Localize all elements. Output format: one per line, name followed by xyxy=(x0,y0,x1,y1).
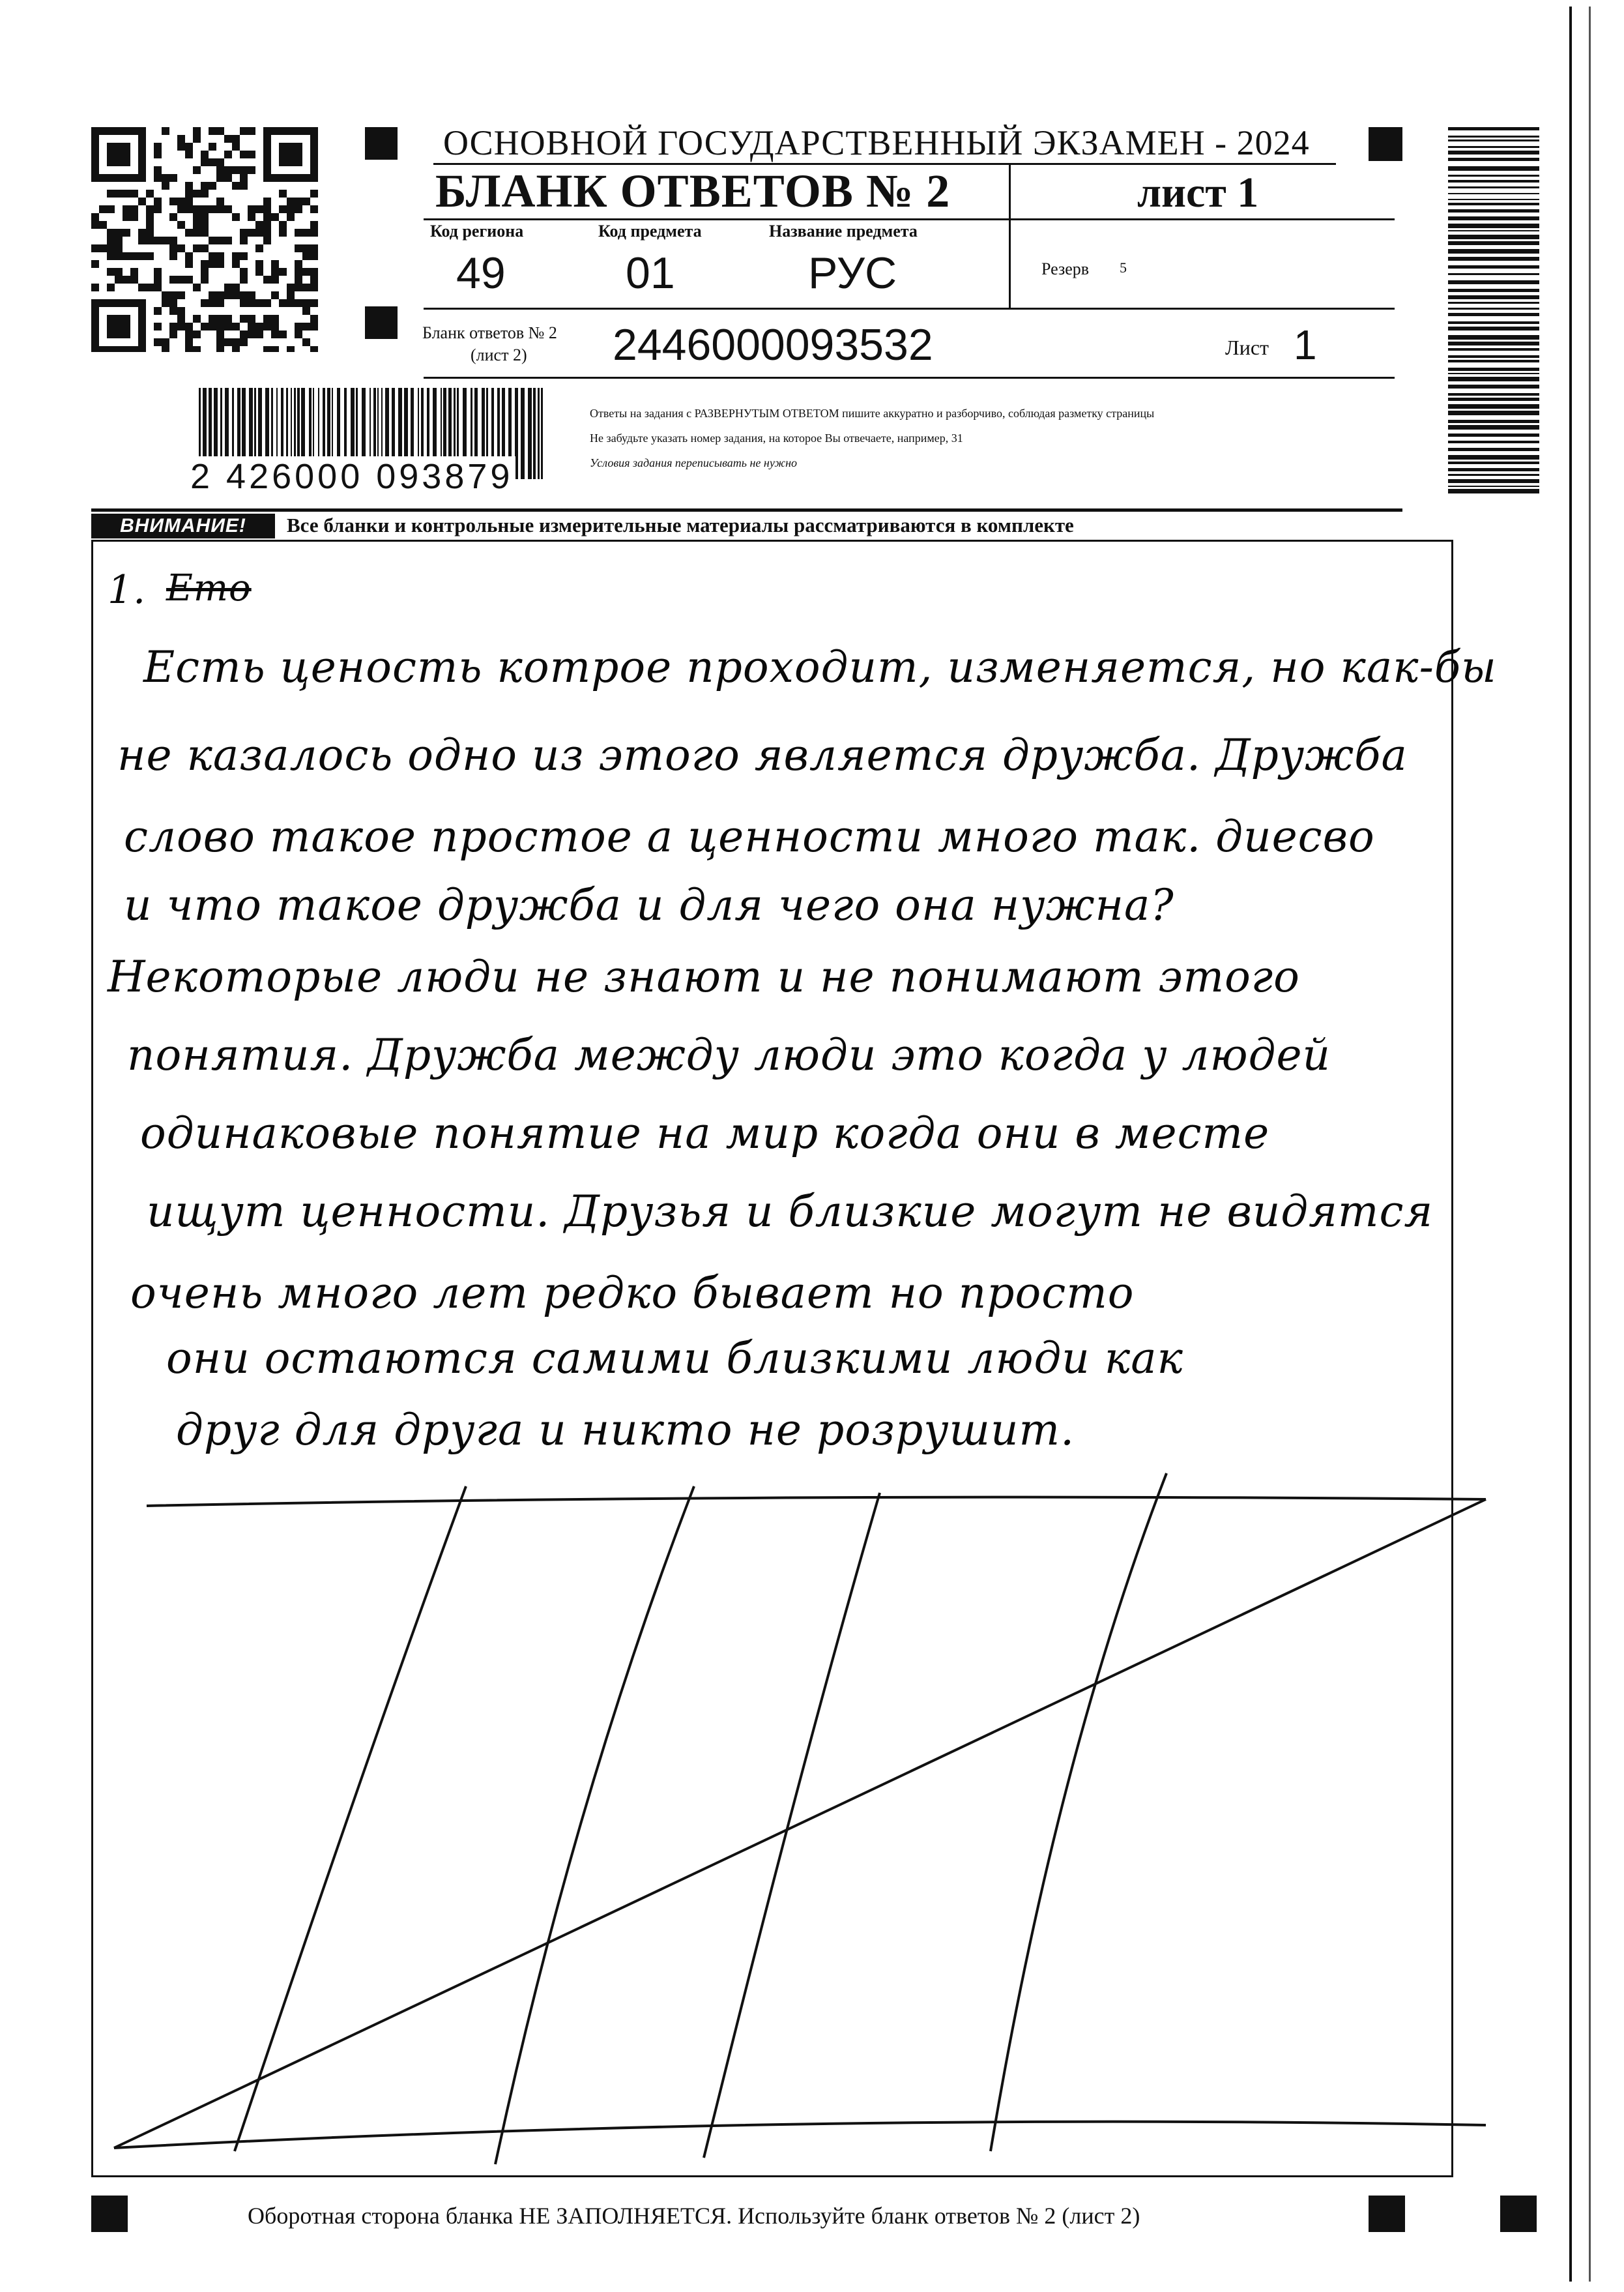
strike-diagonal xyxy=(114,1499,1486,2148)
strike-top-line xyxy=(147,1497,1486,1506)
instruction-line-3: Условия задания переписывать не нужно xyxy=(590,456,798,469)
instruction-line-2: Не забудьте указать номер задания, на которое Вы отвечаете, например, 31 xyxy=(590,432,963,445)
answer-line-3: слово такое простое а ценности много так. диесво xyxy=(124,812,1375,862)
strike-slash-3 xyxy=(704,1493,880,2158)
answer-line-5: Некоторые люди не знают и не понимают этого xyxy=(108,952,1300,1002)
answer-line-6: понятия. Дружба между люди это когда у людей xyxy=(127,1030,1331,1080)
reserve-value: 5 xyxy=(1120,259,1127,276)
answer-line-1: Есть ценость котрое проходит, изменяется, но как-бы xyxy=(143,642,1497,692)
form-ref-line2: (лист 2) xyxy=(471,345,527,364)
answer-line-9: очень много лет редко бывает но просто xyxy=(130,1268,1135,1318)
region-code-label: Код региона xyxy=(430,222,524,241)
strike-slash-1 xyxy=(235,1486,466,2151)
crossed-out-word: Ето xyxy=(166,567,252,610)
reserve-label: Резерв xyxy=(1041,259,1090,278)
warning-badge: ВНИМАНИЕ! xyxy=(91,514,275,538)
warning-text: Все бланки и контрольные измерительные материалы рассматриваются в комплекте xyxy=(287,514,1074,536)
sheet-number: 1 xyxy=(1294,321,1317,368)
answer-line-7: одинаковые понятие на мир когда они в месте xyxy=(140,1108,1270,1158)
answer-line-4: и что такое дружба и для чего она нужна? xyxy=(124,880,1174,930)
region-code-value: 49 xyxy=(456,248,506,298)
answer-line-11: друг для друга и никто не розрушит. xyxy=(176,1405,1075,1455)
strike-bottom-line xyxy=(114,2122,1486,2148)
form-title: БЛАНК ОТВЕТОВ № 2 xyxy=(435,165,951,217)
answer-line-10: они остаются самими близкими люди как xyxy=(166,1333,1183,1383)
exam-title: ОСНОВНОЙ ГОСУДАРСТВЕННЫЙ ЭКЗАМЕН - 2024 xyxy=(443,123,1310,162)
answer-number: 1. xyxy=(108,567,147,613)
subject-code-label: Код предмета xyxy=(598,222,702,241)
instruction-line-1: Ответы на задания с РАЗВЕРНУТЫМ ОТВЕТОМ пишите аккуратно и разборчиво, соблюдая разметку страницы xyxy=(590,407,1155,420)
sheet-word: Лист xyxy=(1225,336,1269,359)
barcode-digits: 2 426000 093879 xyxy=(188,456,515,497)
strike-slash-2 xyxy=(495,1486,694,2164)
subject-code-value: 01 xyxy=(626,248,675,298)
footer-note: Оборотная сторона бланка НЕ ЗАПОЛНЯЕТСЯ. Используйте бланк ответов № 2 (лист 2) xyxy=(248,2203,1140,2229)
subject-name-value: РУС xyxy=(808,248,897,298)
subject-name-label: Название предмета xyxy=(769,222,918,241)
strike-slash-4 xyxy=(991,1473,1167,2151)
form-ref-line1: Бланк ответов № 2 xyxy=(422,323,557,342)
form-number: 2446000093532 xyxy=(613,320,933,370)
answer-line-2: не казалось одно из этого является дружба. Дружба xyxy=(117,730,1408,780)
answer-line-8: ищут ценности. Друзья и близкие могут не видятся xyxy=(147,1186,1434,1237)
sheet-title: лист 1 xyxy=(1137,169,1259,216)
